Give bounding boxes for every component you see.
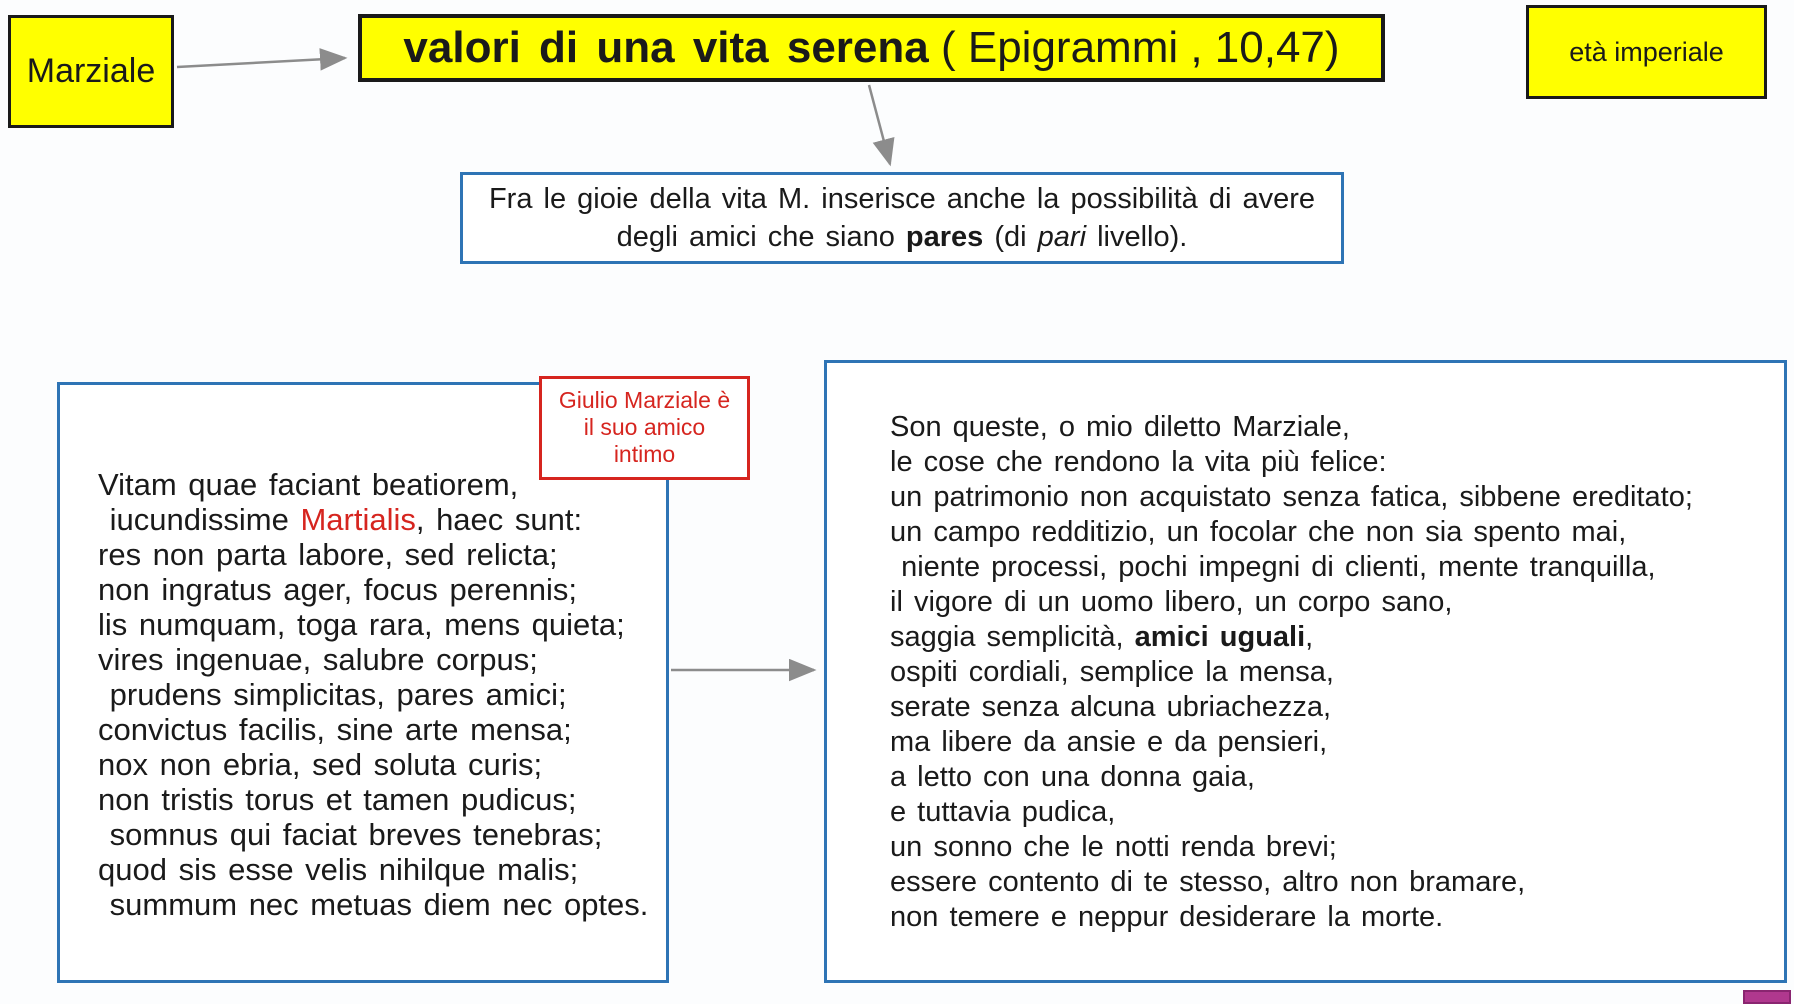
text-line: ospiti cordiali, semplice la mensa, <box>890 656 1334 688</box>
text-line: Giulio Marziale è <box>558 387 731 413</box>
text-line: iucundissime Martialis, haec sunt: <box>98 502 583 537</box>
text-line: nox non ebria, sed soluta curis; <box>98 747 543 782</box>
text-line: Fra le gioie della vita M. inserisce anche la possibilità di avere <box>488 183 1316 215</box>
text-line: saggia semplicità, amici uguali, <box>890 621 1314 653</box>
text-line: le cose che rendono la vita più felice: <box>890 446 1387 478</box>
text-line: serate senza alcuna ubriachezza, <box>890 691 1332 723</box>
text-line: vires ingenuae, salubre corpus; <box>98 642 538 677</box>
text-line: a letto con una donna gaia, <box>890 761 1255 793</box>
text-line: un sonno che le notti renda brevi; <box>890 831 1337 863</box>
text-line: e tuttavia pudica, <box>890 796 1116 828</box>
text-line: summum nec metuas diem nec optes. <box>98 887 649 922</box>
text-line: degli amici che siano pares (di pari livello). <box>616 221 1188 253</box>
text-line: convictus facilis, sine arte mensa; <box>98 712 572 747</box>
text-line: il vigore di un uomo libero, un corpo sano, <box>890 586 1453 618</box>
text-line: non temere e neppur desiderare la morte. <box>890 901 1444 933</box>
text-line: somnus qui faciat breves tenebras; <box>98 817 603 852</box>
text-line: niente processi, pochi impegni di clienti, mente tranquilla, <box>890 551 1656 583</box>
text-line: non ingratus ager, focus perennis; <box>98 572 578 607</box>
text-line: Vitam quae faciant beatiorem, <box>98 467 519 502</box>
text-line: un patrimonio non acquistato senza fatica, sibbene ereditato; <box>890 481 1693 513</box>
text-line: quod sis esse velis nihilque malis; <box>98 852 579 887</box>
text-line: un campo redditizio, un focolar che non sia spento mai, <box>890 516 1627 548</box>
text-line: res non parta labore, sed relicta; <box>98 537 558 572</box>
title-main: valori di una vita serena <box>403 23 929 72</box>
arrow-title-to-intro <box>869 85 890 164</box>
text-line: ma libere da ansie e da pensieri, <box>890 726 1328 758</box>
text-line: intimo <box>613 441 676 467</box>
title-reference: ( Epigrammi , 10,47) <box>928 23 1340 72</box>
text-line: non tristis torus et tamen pudicus; <box>98 782 577 817</box>
arrow-subject-to-title <box>177 58 345 67</box>
text-line: il suo amico <box>583 414 706 440</box>
era-label: età imperiale <box>1569 36 1724 67</box>
text-line: Son queste, o mio diletto Marziale, <box>890 411 1350 443</box>
text-line: lis numquam, toga rara, mens quieta; <box>98 607 625 642</box>
text-line: essere contento di te stesso, altro non bramare, <box>890 866 1526 898</box>
text-line: prudens simplicitas, pares amici; <box>98 677 567 712</box>
friend-note-box <box>539 376 750 480</box>
subject-label: Marziale <box>26 52 156 90</box>
